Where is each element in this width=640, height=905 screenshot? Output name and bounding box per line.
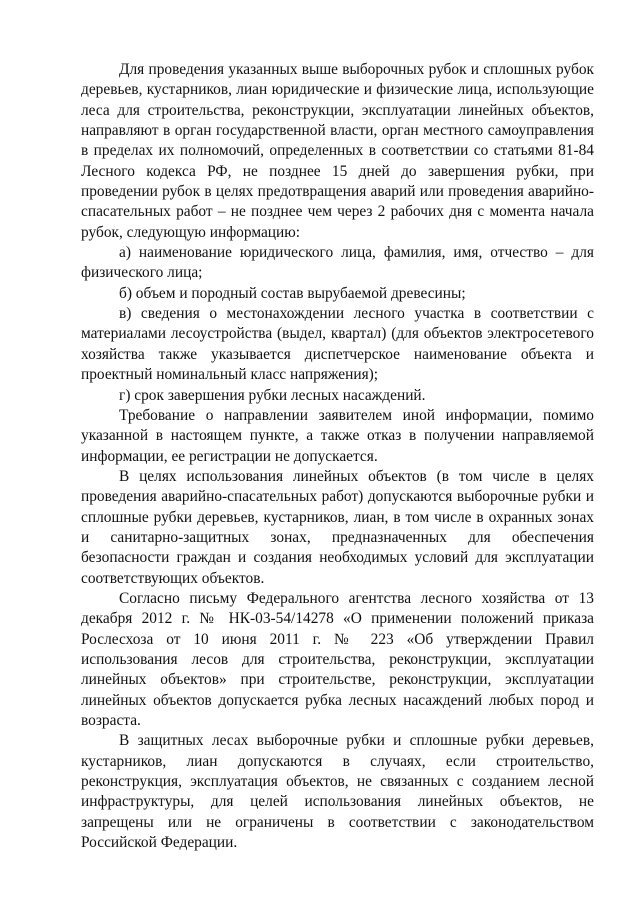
paragraph-notification-requirements: Для проведения указанных выше выборочных рубок и сплошных рубок деревьев, кустарников, лиан юридические и физические лица, использующие леса для строительства, реконструкции, эксплуатации линейных объектов, направляют в орган государственной власти, орган местного самоуправления в пределах их полномочий, определенных в соответствии со статьями 81-84 Лесного кодекса РФ, не позднее 15 дней до завершения рубки, при проведении рубок в целях предотвращения аварий или проведения аварийно-спасательных работ – не позднее чем через 2 рабочих дня с момента начала рубок, следующую информацию: <box>81 61 594 241</box>
paragraph-rosleskhoz-letter: Согласно письму Федерального агентства лесного хозяйства от 13 декабря 2012 г. № НК-03-54/14278 «О применении положений приказа Рослесхоза от 10 июня 2011 г. № 223 «Об утверждении Правил использования лесов для строительства, реконструкции, эксплуатации линейных объектов» при строительстве, реконструкции, эксплуатации линейных объектов допускается рубка лесных насаждений любых пород и возраста. <box>81 589 594 729</box>
list-item-d: г) срок завершения рубки лесных насаждений. <box>119 386 426 404</box>
paragraph-other-information: Требование о направлении заявителем иной информации, помимо указанной в настоящем пункте, а также отказ в получении направляемой информации, ее регистрации не допускается. <box>81 406 594 465</box>
list-item-c: в) сведения о местонахождении лесного участка в соответствии с материалами лесоустройства (выдел, квартал) (для объектов электросетевого хозяйства также указывается диспетчерское наименование объекта и проектный номинальный класс напряжения); <box>81 305 594 384</box>
paragraph-protective-forests: В защитных лесах выборочные рубки и сплошные рубки деревьев, кустарников, лиан допускаются в случаях, если строительство, реконструкция, эксплуатация объектов, не связанных с созданием лесной инфраструктуры, для целей использования линейных объектов, не запрещены или не ограничены в соответствии с законодательством Российской Федерации. <box>81 732 594 852</box>
paragraph-linear-objects: В целях использования линейных объектов (в том числе в целях проведения аварийно-спасательных работ) допускаются выборочные рубки и сплошные рубки деревьев, кустарников, лиан, в том числе в охранных зонах и санитарно-защитных зонах, предназначенных для обеспечения безопасности граждан и создания необходимых условий для эксплуатации соответствующих объектов. <box>81 467 594 587</box>
list-item-b: б) объем и породный состав вырубаемой древесины; <box>119 284 466 302</box>
list-item-a: а) наименование юридического лица, фамилия, имя, отчество – для физического лица; <box>81 244 594 282</box>
document-body <box>81 60 594 853</box>
